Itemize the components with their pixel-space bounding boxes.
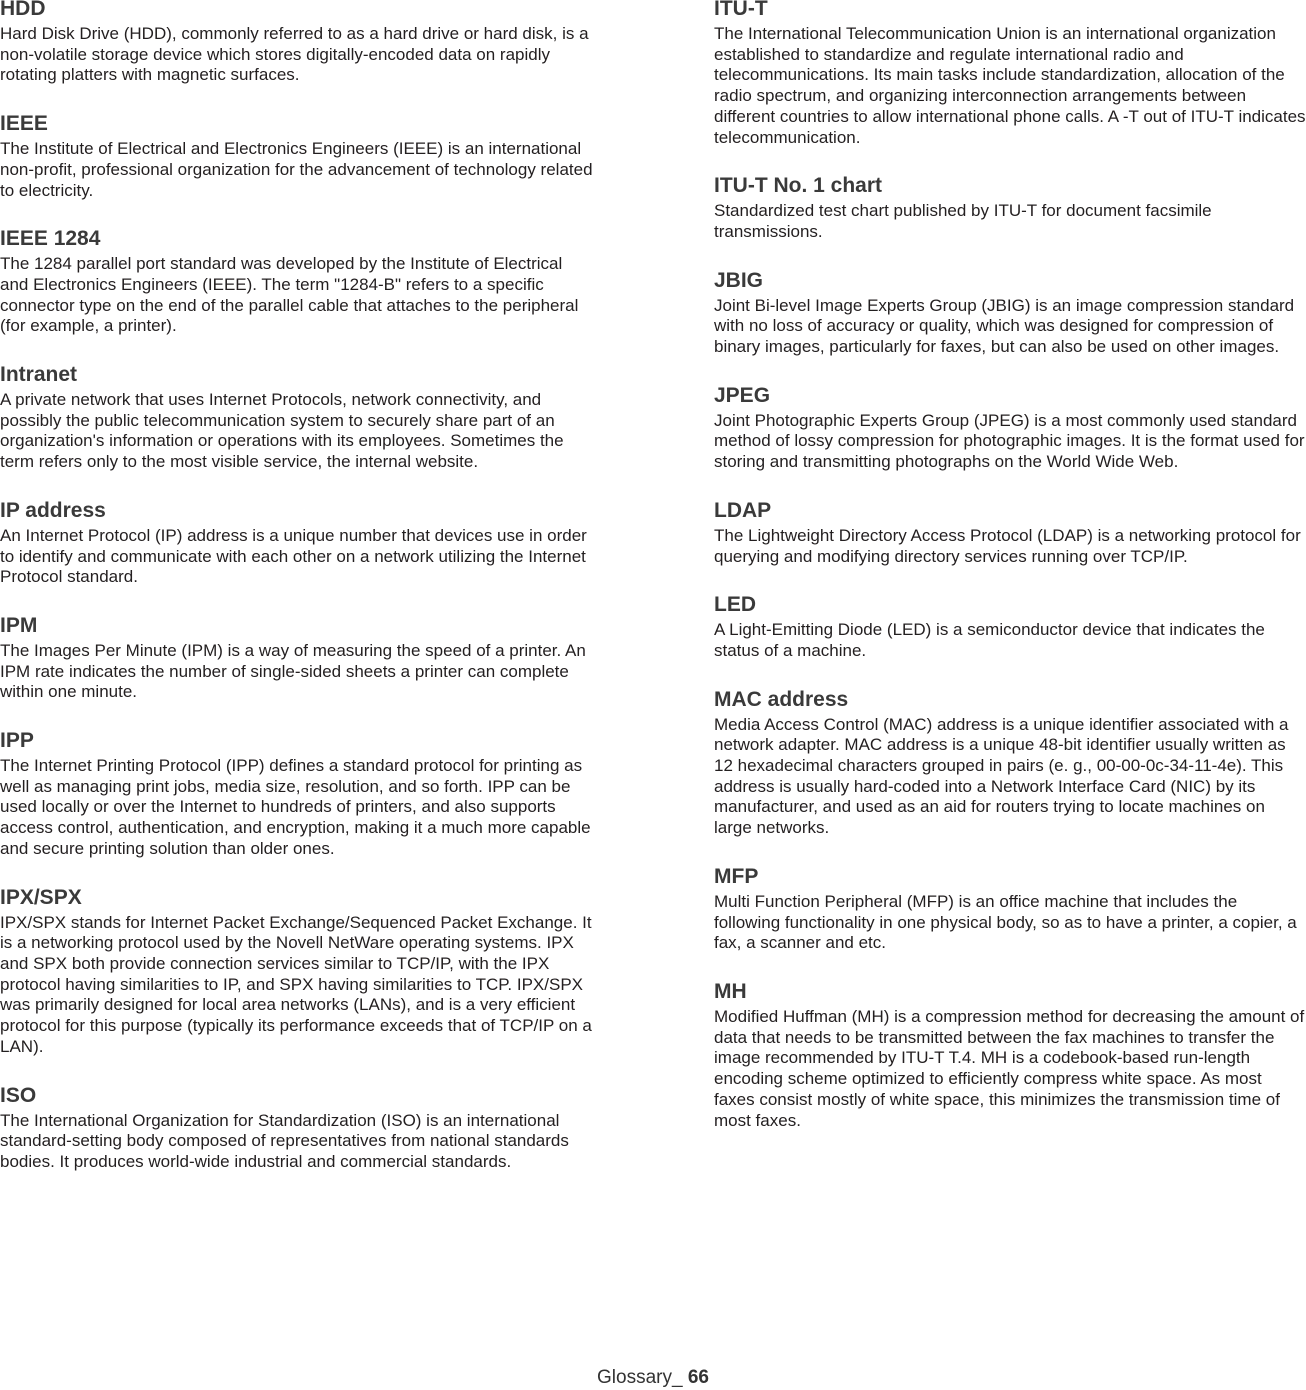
glossary-entry-jbig [714, 268, 1306, 358]
glossary-definition: An Internet Protocol (IP) address is a unique number that devices use in order to identify and communicate with each other on a network utilizing the Internet Protocol standard. [0, 525, 587, 587]
glossary-term: IPP [0, 729, 34, 753]
glossary-entry-ieee-1284 [0, 226, 594, 337]
glossary-entry-ip-address [0, 498, 594, 588]
glossary-definition: The International Telecommunication Union is an international organization established to standardize and regulate international radio and telecommunications. Its main tasks include standardization, allocation of the radio spectrum, and organizing interconnection arrangements between different countries to allow international phone calls. A -T out of ITU-T indicates telecommunication. [714, 24, 1306, 147]
glossary-term: MH [714, 979, 747, 1003]
glossary-entry-mh [714, 979, 1306, 1131]
glossary-definition: The Images Per Minute (IPM) is a way of measuring the speed of a printer. An IPM rate indicates the number of single-sided sheets a printer can complete within one minute. [0, 640, 586, 702]
glossary-entry-mac-address [714, 687, 1306, 839]
glossary-left-column [0, 0, 594, 1198]
glossary-entry-ipx-spx [0, 885, 594, 1058]
glossary-term: JBIG [714, 268, 764, 292]
glossary-term: HDD [0, 0, 46, 20]
glossary-right-column [714, 0, 1306, 1156]
glossary-entry-mfp [714, 864, 1306, 954]
glossary-entry-itu-t [714, 0, 1306, 148]
glossary-entry-ieee [0, 111, 594, 201]
glossary-definition: A private network that uses Internet Protocols, network connectivity, and possibly the public telecommunication system to securely share part of an organization's information or operations with its employees. Sometimes the term refers only to the most visible service, the internal website. [0, 390, 564, 472]
glossary-term: IEEE 1284 [0, 227, 101, 251]
glossary-entry-led [714, 592, 1306, 661]
glossary-definition: Standardized test chart published by ITU-T for document facsimile transmissions. [714, 201, 1212, 241]
glossary-entry-iso [0, 1083, 594, 1173]
glossary-definition: The Internet Printing Protocol (IPP) defines a standard protocol for printing as well as managing print jobs, media size, resolution, and so forth. IPP can be used locally or over the Internet to hundreds of printers, and also supports access control, authentication, and encryption, making it a much more capable and secure printing solution than older ones. [0, 756, 591, 858]
glossary-definition: The International Organization for Standardization (ISO) is an international standard-setting body composed of representatives from national standards bodies. It produces world-wide industrial and commercial standards. [0, 1110, 569, 1171]
glossary-term: ITU-T No. 1 chart [714, 174, 883, 198]
glossary-entry-ldap [714, 498, 1306, 567]
glossary-term: IP address [0, 498, 106, 522]
glossary-term: Intranet [0, 363, 78, 387]
footer-section-label: Glossary_ [597, 1367, 683, 1388]
glossary-term: ITU-T [714, 0, 768, 20]
glossary-entry-ipm [0, 613, 594, 703]
glossary-definition: The Institute of Electrical and Electronics Engineers (IEEE) is an international non-profit, professional organization for the advancement of technology related to electricity. [0, 139, 593, 200]
glossary-term: MFP [714, 864, 759, 888]
glossary-entry-itu-t-no1-chart [714, 173, 1306, 242]
glossary-entry-intranet [0, 362, 594, 473]
glossary-definition: IPX/SPX stands for Internet Packet Exchange/Sequenced Packet Exchange. It is a networking protocol used by the Novell NetWare operating systems. IPX and SPX both provide connection services similar to TCP/IP, with the IPX protocol having similarities to IP, and SPX having similarities to TCP. IPX/SPX was primarily designed for local area networks (LANs), and is a very efficient protocol for this purpose (typically its performance exceeds that of TCP/IP on a LAN). [0, 912, 592, 1056]
glossary-definition: A Light-Emitting Diode (LED) is a semiconductor device that indicates the status of a machine. [714, 620, 1265, 660]
glossary-entry-ipp [0, 728, 594, 860]
glossary-entry-hdd [0, 0, 594, 86]
glossary-definition: Multi Function Peripheral (MFP) is an office machine that includes the following functionality in one physical body, so as to have a printer, a copier, a fax, a scanner and etc. [714, 891, 1297, 953]
glossary-definition: Hard Disk Drive (HDD), commonly referred to as a hard drive or hard disk, is a non-volatile storage device which stores digitally-encoded data on rapidly rotating platters with magnetic surfaces. [0, 24, 589, 85]
glossary-definition: Media Access Control (MAC) address is a unique identifier associated with a network adapter. MAC address is a unique 48-bit identifier usually written as 12 hexadecimal characters grouped in pairs (e. g., 00-00-0c-34-11-4e). This address is usually hard-coded into a Network Interface Card (NIC) by its manufacturer, and used as an aid for routers trying to locate machines on large networks. [714, 714, 1289, 838]
glossary-definition: Joint Photographic Experts Group (JPEG) is a most commonly used standard method of lossy compression for photographic images. It is the format used for storing and transmitting photographs on the World Wide Web. [714, 410, 1305, 472]
glossary-term: ISO [0, 1083, 37, 1107]
glossary-entry-jpeg [714, 383, 1306, 473]
glossary-term: LDAP [714, 498, 772, 522]
glossary-term: MAC address [714, 687, 849, 711]
glossary-definition: The Lightweight Directory Access Protocol (LDAP) is a networking protocol for querying and modifying directory services running over TCP/IP. [714, 525, 1301, 566]
glossary-term: IPM [0, 613, 38, 637]
page-number: 66 [687, 1367, 709, 1388]
glossary-term: IEEE [0, 112, 48, 136]
glossary-term: LED [714, 593, 756, 617]
glossary-definition: The 1284 parallel port standard was developed by the Institute of Electrical and Electronics Engineers (IEEE). The term "1284-B" refers to a specific connector type on the end of the parallel cable that attaches to the peripheral (for example, a printer). [0, 254, 579, 336]
glossary-term: JPEG [714, 383, 771, 407]
glossary-definition: Joint Bi-level Image Experts Group (JBIG) is an image compression standard with no loss of accuracy or quality, which was designed for compression of binary images, particularly for faxes, but can also be used on other images. [714, 295, 1295, 357]
glossary-term: IPX/SPX [0, 885, 82, 909]
page-footer [0, 1367, 1306, 1389]
glossary-definition: Modified Huffman (MH) is a compression method for decreasing the amount of data that needs to be transmitted between the fax machines to transfer the image recommended by ITU-T T.4. MH is a codebook-based run-length encoding scheme optimized to efficiently compress white space. As most faxes consist mostly of white space, this minimizes the transmission time of most faxes. [714, 1006, 1305, 1130]
